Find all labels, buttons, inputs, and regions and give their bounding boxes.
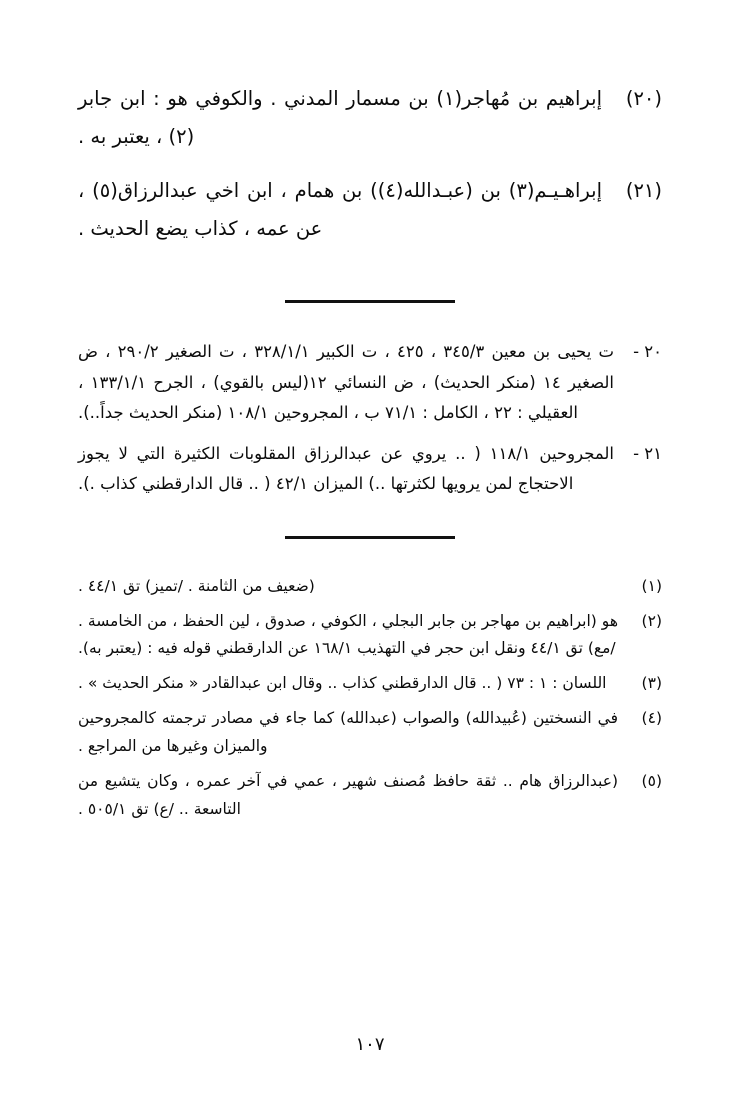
footnote-text: (ضعيف من الثامنة . /تميز) تق ٤٤/١ . (78, 576, 315, 595)
horizontal-rule (285, 536, 455, 539)
footnote-number: (١) (641, 576, 662, 595)
footnote-item (78, 705, 662, 761)
entry-item (78, 80, 662, 156)
separator-rule-bottom (78, 536, 662, 539)
source-note-item (78, 337, 662, 429)
entry-number: (٢١) (625, 179, 662, 203)
footnote-text: (عبدالرزاق هام .. ثقة حافظ مُصنف شهير ، عمي في آخر عمره ، وكان يتشيع من التاسعة .. /ع) تق ٥٠٥/١ . (78, 771, 618, 818)
footnote-text: هو (ابراهيم بن مهاجر بن جابر البجلي ، الكوفي ، صدوق ، لين الحفظ ، من الخامسة . /مع) تق ٤٤/١ ونقل ابن حجر في التهذيب ١٦٨/١ عن الدارقطني قوله فيه : (يعتبر به). (78, 611, 618, 658)
footnote-text: في النسختين (عُبيدالله) والصواب (عبدالله) كما جاء في مصادر ترجمته كالمجروحين والميزان وغيرها من المراجع . (78, 709, 618, 756)
footnote-text: اللسان : ١ : ٧٣ ( .. قال الدارقطني كذاب .. وقال ابن عبدالقادر « منكر الحديث » . (78, 674, 607, 693)
source-notes-section (78, 337, 662, 500)
footnote-item (78, 670, 662, 698)
page-number: ١٠٧ (355, 1034, 385, 1055)
footnote-item (78, 608, 662, 664)
entry-text: إبراهـيـم(٣) بن (عبـدالله(٤)) بن همام ، ابن اخي عبدالرزاق(٥) ، عن عمه ، كذاب يضع الحديث . (78, 179, 603, 241)
source-note-item (78, 439, 662, 500)
footnote-number: (٤) (641, 709, 662, 728)
entry-item (78, 172, 662, 248)
entry-text: إبراهيم بن مُهاجر(١) بن مسمار المدني . والكوفي هو : ابن جابر (٢) ، يعتبر به . (78, 87, 602, 149)
entries-section (78, 80, 662, 248)
entry-number: (٢٠) (625, 87, 662, 110)
source-note-text: ت يحيى بن معين ٣٤٥/٣ ، ٤٢٥ ، ت الكبير ٣٢٨/١/١ ، ت الصغير ٢٩٠/٢ ، ض الصغير ١٤ (منكر الحديث) ، ض النسائي ١٢(ليس بالقوي) ، الجرح ١٣٣/١/١ ، العقيلي : ٢٢ ، الكامل : ٧١/١ ب ، المجروحين ١٠٨/١ (منكر الحديث جداً..). (78, 342, 615, 423)
footnote-item (78, 573, 662, 601)
source-note-number: ٢١ - (633, 443, 662, 463)
source-note-number: ٢٠ - (633, 342, 662, 362)
footnote-number: (٣) (641, 674, 662, 693)
footnote-number: (٢) (641, 611, 662, 630)
footnotes-section (78, 573, 662, 824)
footnote-number: (٥) (641, 771, 662, 790)
separator-rule-top (78, 300, 662, 303)
horizontal-rule (285, 300, 455, 303)
footnote-item (78, 768, 662, 824)
source-note-text: المجروحين ١١٨/١ ( .. يروي عن عبدالرزاق المقلوبات الكثيرة التي لا يجوز الاحتجاج لمن يرويها لكثرتها ..) الميزان ٤٢/١ ( .. قال الدارقطني كذاب .). (78, 443, 614, 494)
